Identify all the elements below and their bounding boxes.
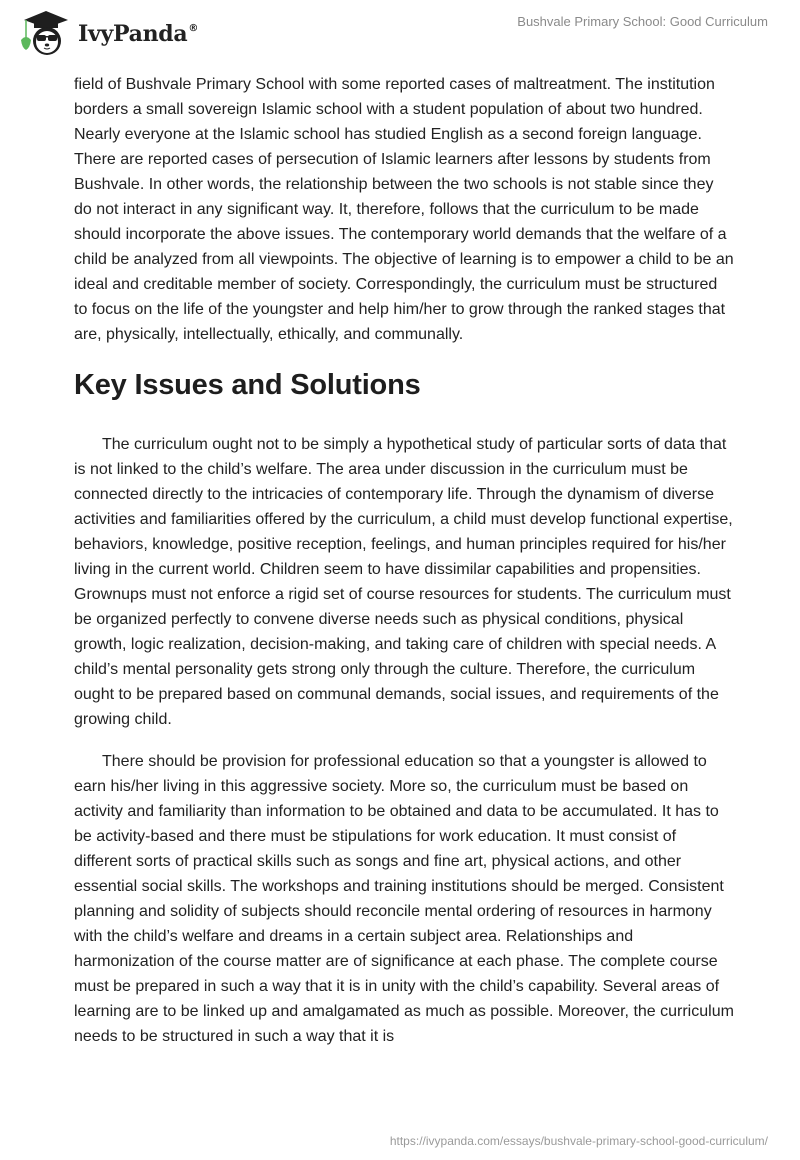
registered-mark: ®: [188, 22, 199, 34]
source-url-link[interactable]: https://ivypanda.com/essays/bushvale-primary-school-good-curriculum/: [389, 1134, 768, 1148]
section-heading: Key Issues and Solutions: [74, 369, 421, 401]
body-paragraph-2: There should be provision for professional education so that a youngster is allowed to earn his/her living in this aggressive society. More so, the curriculum must be based on activity and familiarity than information to be obtained and data to be accumulated. It has to be activity-based and there must be stipulations for work education. It must consist of different sorts of practical skills such as songs and fine art, physical actions, and other essential social skills. The workshops and training institutions should be merged. Consistent planning and solidity of subjects should reconcile mental ordering of resources in harmony with the child’s welfare and dreams in a certain subject area. Relationships and harmonization of the course matter are of significance at each phase. The complete course must be prepared in such a way that it is in unity with the child’s capability. Several areas of learning are to be linked up and amalgamated as much as possible. Moreover, the curriculum needs to be structured in such a way that it is: [74, 753, 734, 1045]
panda-graduate-icon: [16, 8, 72, 58]
logo-wordmark: IvyPanda: [78, 21, 188, 47]
intro-paragraph: field of Bushvale Primary School with some reported cases of maltreatment. The institution borders a small sovereign Islamic school with a student population of about two hundred. Nearly everyone at the Islamic school has studied English as a second foreign language. There are reported cases of persecution of Islamic learners after lessons by students from Bushvale. In other words, the relationship between the two schools is not stable since they do not interact in any significant way. It, therefore, follows that the curriculum to be made should incorporate the above issues. The contemporary world demands that the welfare of a child be analyzed from all viewpoints. The objective of learning is to empower a child to be an ideal and creditable member of society. Correspondingly, the curriculum must be structured to focus on the life of the youngster and help him/her to grow through the ranked stages that are, physically, intellectually, ethically, and communally.: [74, 76, 734, 343]
body-paragraph-1: The curriculum ought not to be simply a hypothetical study of particular sorts of data that is not linked to the child’s welfare. The area under discussion in the curriculum must be connected directly to the intricacies of contemporary life. Through the dynamism of diverse activities and familiarities offered by the curriculum, a child must develop functional expertise, behaviors, knowledge, positive reception, feelings, and human principles required for his/her living in the current world. Children seem to have dissimilar capabilities and propensities. Grownups must not enforce a rigid set of course resources for students. The curriculum must be organized perfectly to convene diverse needs such as physical conditions, physical growth, logic realization, decision-making, and taking care of children with special needs. A child’s mental personality gets strong only through the culture. Therefore, the curriculum ought to be prepared based on communal demands, social issues, and requirements of the growing child.: [74, 436, 733, 728]
page-header: [0, 0, 800, 66]
document-title: Bushvale Primary School: Good Curriculum: [517, 14, 768, 29]
ivypanda-logo[interactable]: [16, 8, 198, 58]
essay-content: [74, 72, 734, 1066]
logo-text: [78, 21, 198, 47]
